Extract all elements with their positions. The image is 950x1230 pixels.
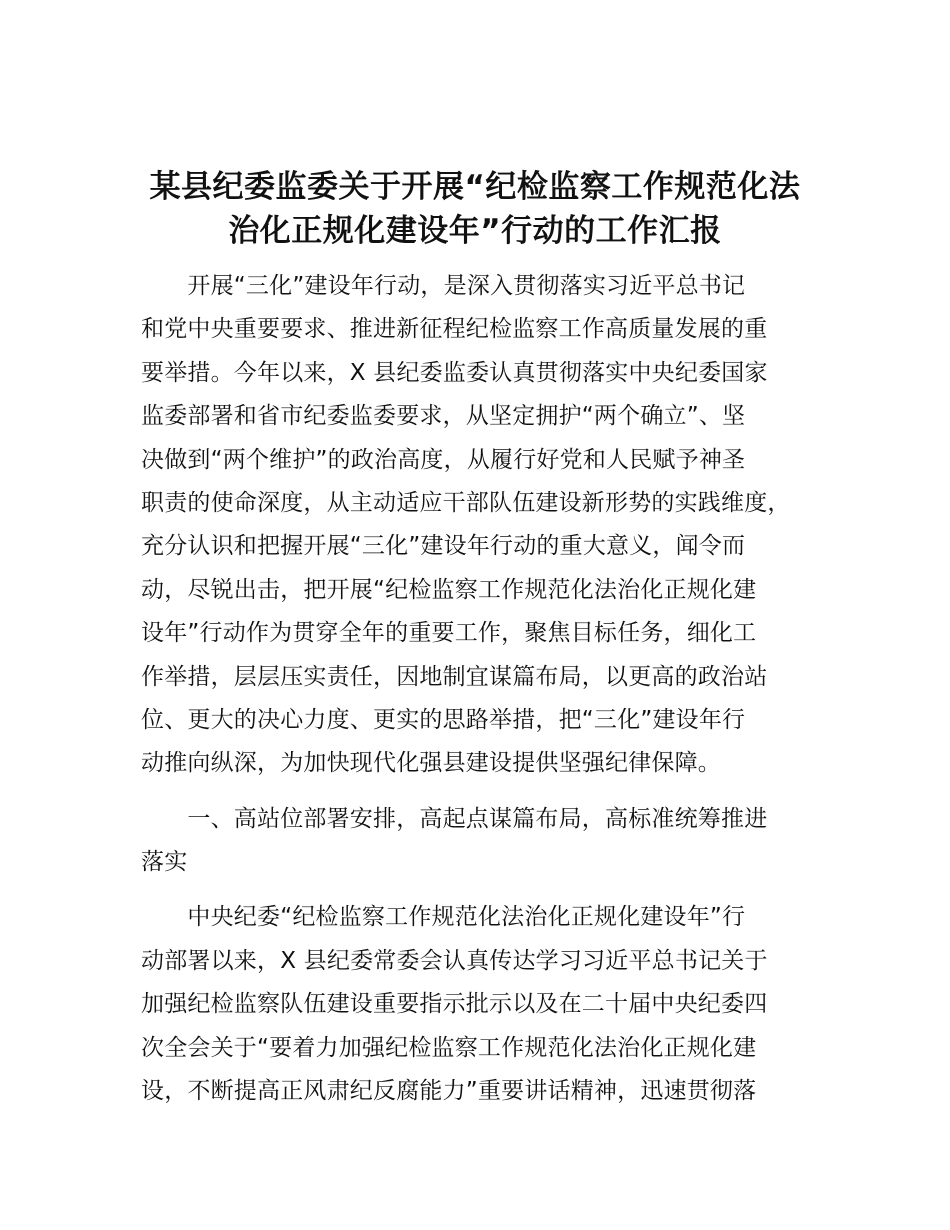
text-line: 动部署以来，X 县纪委常委会认真传达学习习近平总书记关于 (141, 947, 768, 974)
section-heading (141, 798, 831, 885)
text-line: 作举措，层层压实责任，因地制宜谋篇布局，以更高的政治站 (141, 663, 768, 690)
text-line: 一、高站位部署安排，高起点谋篇布局，高标准统筹推进 (141, 805, 768, 832)
body-text (141, 265, 831, 1113)
text-line: 设年”行动作为贯穿全年的重要工作，聚焦目标任务，细化工 (141, 620, 757, 647)
text-line: 加强纪检监察队伍建设重要指示批示以及在二十届中央纪委四 (141, 991, 768, 1018)
paragraph-gap (141, 786, 831, 798)
text-line: 职责的使命深度，从主动适应干部队伍建设新形势的实践维度， (141, 489, 791, 516)
text-line: 和党中央重要要求、推进新征程纪检监察工作高质量发展的重 (141, 316, 768, 343)
paragraph-section-one (141, 896, 831, 1113)
text-line: 充分认识和把握开展“三化”建设年行动的重大意义，闻令而 (141, 533, 746, 560)
text-line: 开展“三化”建设年行动，是深入贯彻落实习近平总书记 (141, 273, 746, 299)
text-line: 中央纪委“纪检监察工作规范化法治化正规化建设年”行 (141, 904, 746, 931)
title-line: 某县纪委监委关于开展“纪检监察工作规范化法 (149, 169, 801, 205)
title-line: 治化正规化建设年”行动的工作汇报 (228, 213, 722, 249)
text-line: 设，不断提高正风肃纪反腐能力”重要讲话精神，迅速贯彻落 (141, 1078, 757, 1105)
text-line: 动推向纵深，为加快现代化强县建设提供坚强纪律保障。 (141, 750, 721, 777)
paragraph-gap (141, 884, 831, 896)
text-line: 要举措。今年以来，X 县纪委监委认真贯彻落实中央纪委国家 (141, 359, 768, 386)
text-line: 监委部署和省市纪委监委要求，从坚定拥护“两个确立”、坚 (141, 403, 746, 430)
paragraph-intro (141, 265, 831, 786)
text-line: 决做到“两个维护”的政治高度，从履行好党和人民赋予神圣 (141, 446, 746, 473)
text-line: 位、更大的决心力度、更实的思路举措，把“三化”建设年行 (141, 706, 746, 733)
text-line: 动，尽锐出击，把开展“纪检监察工作规范化法治化正规化建 (141, 576, 757, 603)
text-line: 落实 (141, 849, 188, 876)
document-title (120, 165, 830, 253)
text-line: 次全会关于“要着力加强纪检监察工作规范化法治化正规化建 (141, 1034, 757, 1061)
